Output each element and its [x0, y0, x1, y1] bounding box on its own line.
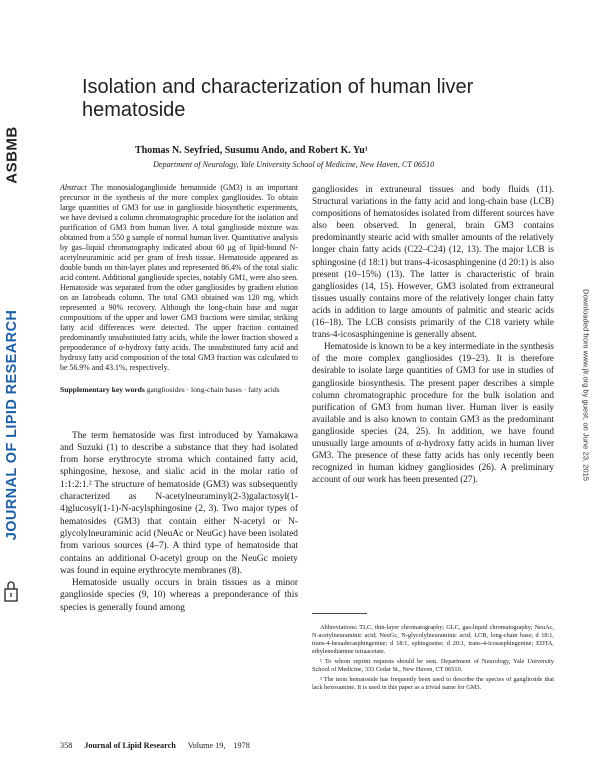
- footnotes: [312, 624, 554, 694]
- journal-side-brand: [2, 120, 22, 640]
- article-authors: Thomas N. Seyfried, Susumu Ando, and Robert K. Yu¹: [135, 145, 368, 156]
- body-paragraph: Hematoside usually occurs in brain tissues as a minor ganglioside species (9, 10) whereas a preponderance of this species is generally found among: [60, 578, 298, 613]
- body-paragraph: gangliosides in extraneural tissues and body fluids (11). Structural variations in the fatty acid and long-chain base (LCB) compositions of hematosides isolated from different sources have also been observed. In general, brain GM3 contains predominantly stearic acid with smaller amounts of the relatively longer chain fatty acids (C22–C24) (12, 13). The major LCB is sphingosine (d 18:1) but trans-4-icosasphingenine (d 20:1) is also present (10–15%) (13). The latter is characteristic of brain gangliosides (14, 15). However, GM3 isolated from extraneural tissues usually contains more of the relatively longer chain fatty acids in addition to large amounts of palmitic and stearic acids (16–18). The LCB consists primarily of the C18 variety while trans-4-icosasphingenine is generally absent.: [312, 184, 554, 340]
- download-notice-text: Downloaded from www.jlr.org by guest, on June 23, 2015: [581, 288, 591, 482]
- download-notice: [580, 170, 592, 600]
- journal-name-vertical: [2, 225, 22, 625]
- footer-year: 1978: [233, 741, 250, 750]
- left-column: [60, 183, 298, 614]
- body-paragraph: The term hematoside was first introduced by Yamakawa and Suzuki (1) to describe a substance that they had isolated from horse erythrocyte stroma which contained fatty acid, sphingosine, hexose, and sialic acid in the molar ratio of 1:1:2:1.² The structure of hematoside (GM3) was subsequently characterized as N-acetylneuraminyl(2-3)galactosyl(1-4)glucosyl(1-1)-N-acylsphingosine (2, 3). Two major types of hematosides (GM3) that contain either N-acetyl or N-glycolylneuraminic acid (NeuAc or NeuGc) have been isolated from various sources (4–7). A third type of hematoside that contains an additional O-acetyl group on the NeuGc moiety was found in equine erythrocyte membranes (8).: [60, 430, 298, 576]
- footnote: ¹ To whom reprint requests should be sent. Department of Neurology, Yale University School of Medicine, 333 Cedar St., New Haven, CT 06510.: [312, 658, 554, 673]
- abstract-text: The monosialoganglioside hematoside (GM3) is an important precursor in the synthesis of the more complex gangliosides. To obtain large quantities of GM3 for use in ganglioside biosynthetic experiments, we have devised a column chromatographic procedure for the isolation and purification of GM3 from human liver. A total ganglioside mixture was obtained from a 550 g sample of normal human liver. Quantitative analysis by gas–liquid chromatography indicated about 60 μg of lipid-bound N-acetylneuraminic acid per gram of fresh tissue. Hematoside appeared as double bands on thin-layer plates and represented 86.4% of the total sialic acid content. Additional ganglioside species, notably GM1, were also seen. Hematoside was separated from the other gangliosides by gradient elution on an Iatrobeads column. The total GM3 obtained was 120 mg, which represented a 90% recovery. Although the long-chain base and sugar compositions of the upper and lower GM3 fractions were similar, striking fatty acid differences were detected. The upper fraction contained predominantly unsubstituted fatty acids, while the lower fraction showed a preponderance of α-hydroxy fatty acids. The unsubstituted fatty acid and hydroxy fatty acid composition of the total GM3 fraction was calculated to be 56.9% and 43.1%, respectively.: [60, 183, 298, 372]
- right-column: [312, 183, 554, 485]
- abstract-label: Abstract: [60, 183, 87, 192]
- keywords: [60, 385, 298, 395]
- page-footer: [60, 741, 460, 750]
- lock-icon: [4, 580, 18, 602]
- footer-volume: Volume 19,: [187, 741, 226, 750]
- footnote-divider: [312, 613, 367, 614]
- keywords-text: gangliosides · long-chain bases · fatty acids: [146, 385, 280, 394]
- keywords-label: Supplementary key words: [60, 385, 145, 394]
- journal-name-text: JOURNAL OF LIPID RESEARCH: [4, 309, 20, 541]
- abstract: [60, 183, 298, 373]
- article-affiliation: Department of Neurology, Yale University School of Medicine, New Haven, CT 06510: [153, 160, 435, 169]
- footnote: Abbreviations: TLC, thin-layer chromatography; GLC, gas-liquid chromatography; NeuAc, N-acetylneuraminic acid; NeuGc, N-glycolylneuraminic acid; LCB, long-chain base; d 18:1, trans-4-hexadecasphingenine; d 18:1, sphingosine; d 20:1, trans-4-icosasphingenine; EDTA, ethylenediamine tetraacetate.: [312, 624, 554, 655]
- page-number: 358: [60, 741, 73, 750]
- article-title: Isolation and characterization of human liver hematoside: [82, 76, 474, 121]
- body-paragraph: Hematoside is known to be a key intermediate in the synthesis of the more complex gangliosides (19–23). It is therefore desirable to isolate large quantities of GM3 for use in studies of ganglioside biosynthesis. The present paper describes a simple column chromatographic procedure for the bulk isolation and purification of GM3 from human liver. Human liver is easily available and is also known to contain GM3 as the predominant ganglioside species (24, 25). In addition, we have found unusually large amounts of α-hydroxy fatty acids in human liver GM3. The presence of these fatty acids has only recently been recognized in human kidney gangliosides (26). A preliminary account of our work has been presented (27).: [312, 341, 554, 485]
- footer-journal: Journal of Lipid Research: [84, 741, 176, 750]
- asbmb-text: ASBMB: [3, 126, 21, 184]
- footnote: ² The term hematoside has frequently been used to describe the species of ganglioside that lack hexosamine. It is used in this paper as a trivial name for GM3.: [312, 676, 554, 691]
- asbmb-logo: [2, 120, 22, 190]
